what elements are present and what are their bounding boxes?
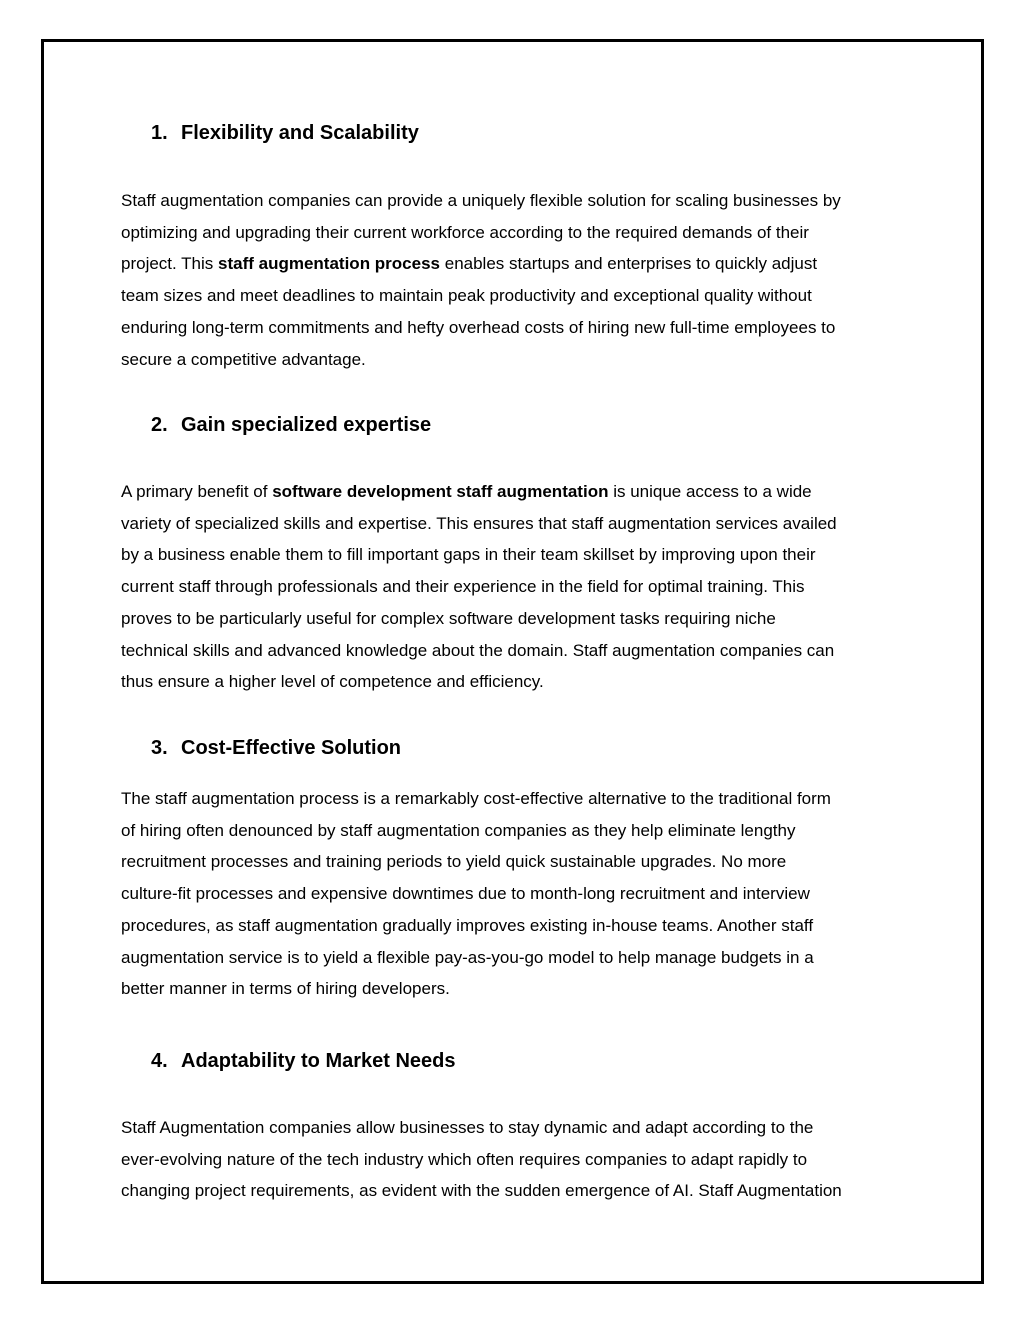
section-number: 3. <box>151 737 168 759</box>
paragraph-line: augmentation service is to yield a flexible pay-as-you-go model to help manage budgets in a <box>121 947 814 967</box>
paragraph-line: optimizing and upgrading their current workforce according to the required demands of their <box>121 222 809 242</box>
section-heading-2 <box>151 413 431 437</box>
paragraph-line: procedures, as staff augmentation gradually improves existing in-house teams. Another staff <box>121 915 814 935</box>
paragraph-line: by a business enable them to fill important gaps in their team skillset by improving upon their <box>121 545 816 565</box>
section-title: Flexibility and Scalability <box>181 122 419 144</box>
paragraph-line: Staff Augmentation companies allow businesses to stay dynamic and adapt according to the <box>121 1118 814 1137</box>
section-paragraph-2 <box>121 476 911 698</box>
section-title: Gain specialized expertise <box>181 414 432 436</box>
paragraph-line: current staff through professionals and their experience in the field for optimal training. This <box>121 577 805 597</box>
paragraph-line: team sizes and meet deadlines to maintain peak productivity and exceptional quality without <box>121 286 812 306</box>
paragraph-line: better manner in terms of hiring developers. <box>121 979 450 999</box>
section-number: 2. <box>151 414 168 436</box>
line-text: enables startups and enterprises to quickly adjust <box>440 254 818 274</box>
paragraph-line: technical skills and advanced knowledge about the domain. Staff augmentation companies can <box>121 640 835 660</box>
section-paragraph-4 <box>121 1112 911 1207</box>
line-text: project. This <box>121 254 219 274</box>
paragraph-line: ever-evolving nature of the tech industry which often requires companies to adapt rapidly to <box>121 1149 808 1169</box>
bold-term: staff augmentation process <box>218 254 441 274</box>
paragraph-line: The staff augmentation process is a remarkably cost-effective alternative to the traditional form <box>121 789 831 808</box>
paragraph-line: thus ensure a higher level of competence and efficiency. <box>121 672 544 692</box>
paragraph-line: secure a competitive advantage. <box>121 349 366 369</box>
line-text: is unique access to a wide <box>608 482 812 501</box>
section-heading-3 <box>151 736 401 760</box>
paragraph-line <box>121 248 911 280</box>
paragraph-line: changing project requirements, as evident with the sudden emergence of AI. Staff Augmentation <box>121 1181 842 1201</box>
paragraph-line: proves to be particularly useful for complex software development tasks requiring niche <box>121 608 776 628</box>
paragraph-line: variety of specialized skills and expertise. This ensures that staff augmentation services availed <box>121 513 837 533</box>
section-heading-4 <box>151 1049 456 1073</box>
section-paragraph-1 <box>121 185 911 375</box>
section-number: 4. <box>151 1050 168 1072</box>
section-number: 1. <box>151 122 168 144</box>
paragraph-line: Staff augmentation companies can provide a uniquely flexible solution for scaling businesses by <box>121 191 841 210</box>
bold-term: software development staff augmentation <box>272 482 609 501</box>
line-text: A primary benefit of <box>121 482 273 501</box>
section-title: Adaptability to Market Needs <box>181 1050 456 1072</box>
paragraph-line <box>121 476 911 508</box>
paragraph-line: recruitment processes and training periods to yield quick sustainable upgrades. No more <box>121 852 787 872</box>
paragraph-line: culture-fit processes and expensive downtimes due to month-long recruitment and interview <box>121 884 810 904</box>
section-title: Cost-Effective Solution <box>181 737 402 759</box>
section-heading-1 <box>151 121 419 145</box>
paragraph-line: of hiring often denounced by staff augmentation companies as they help eliminate lengthy <box>121 820 796 840</box>
section-paragraph-3 <box>121 783 911 1005</box>
paragraph-line: enduring long-term commitments and hefty overhead costs of hiring new full-time employees to <box>121 317 836 337</box>
